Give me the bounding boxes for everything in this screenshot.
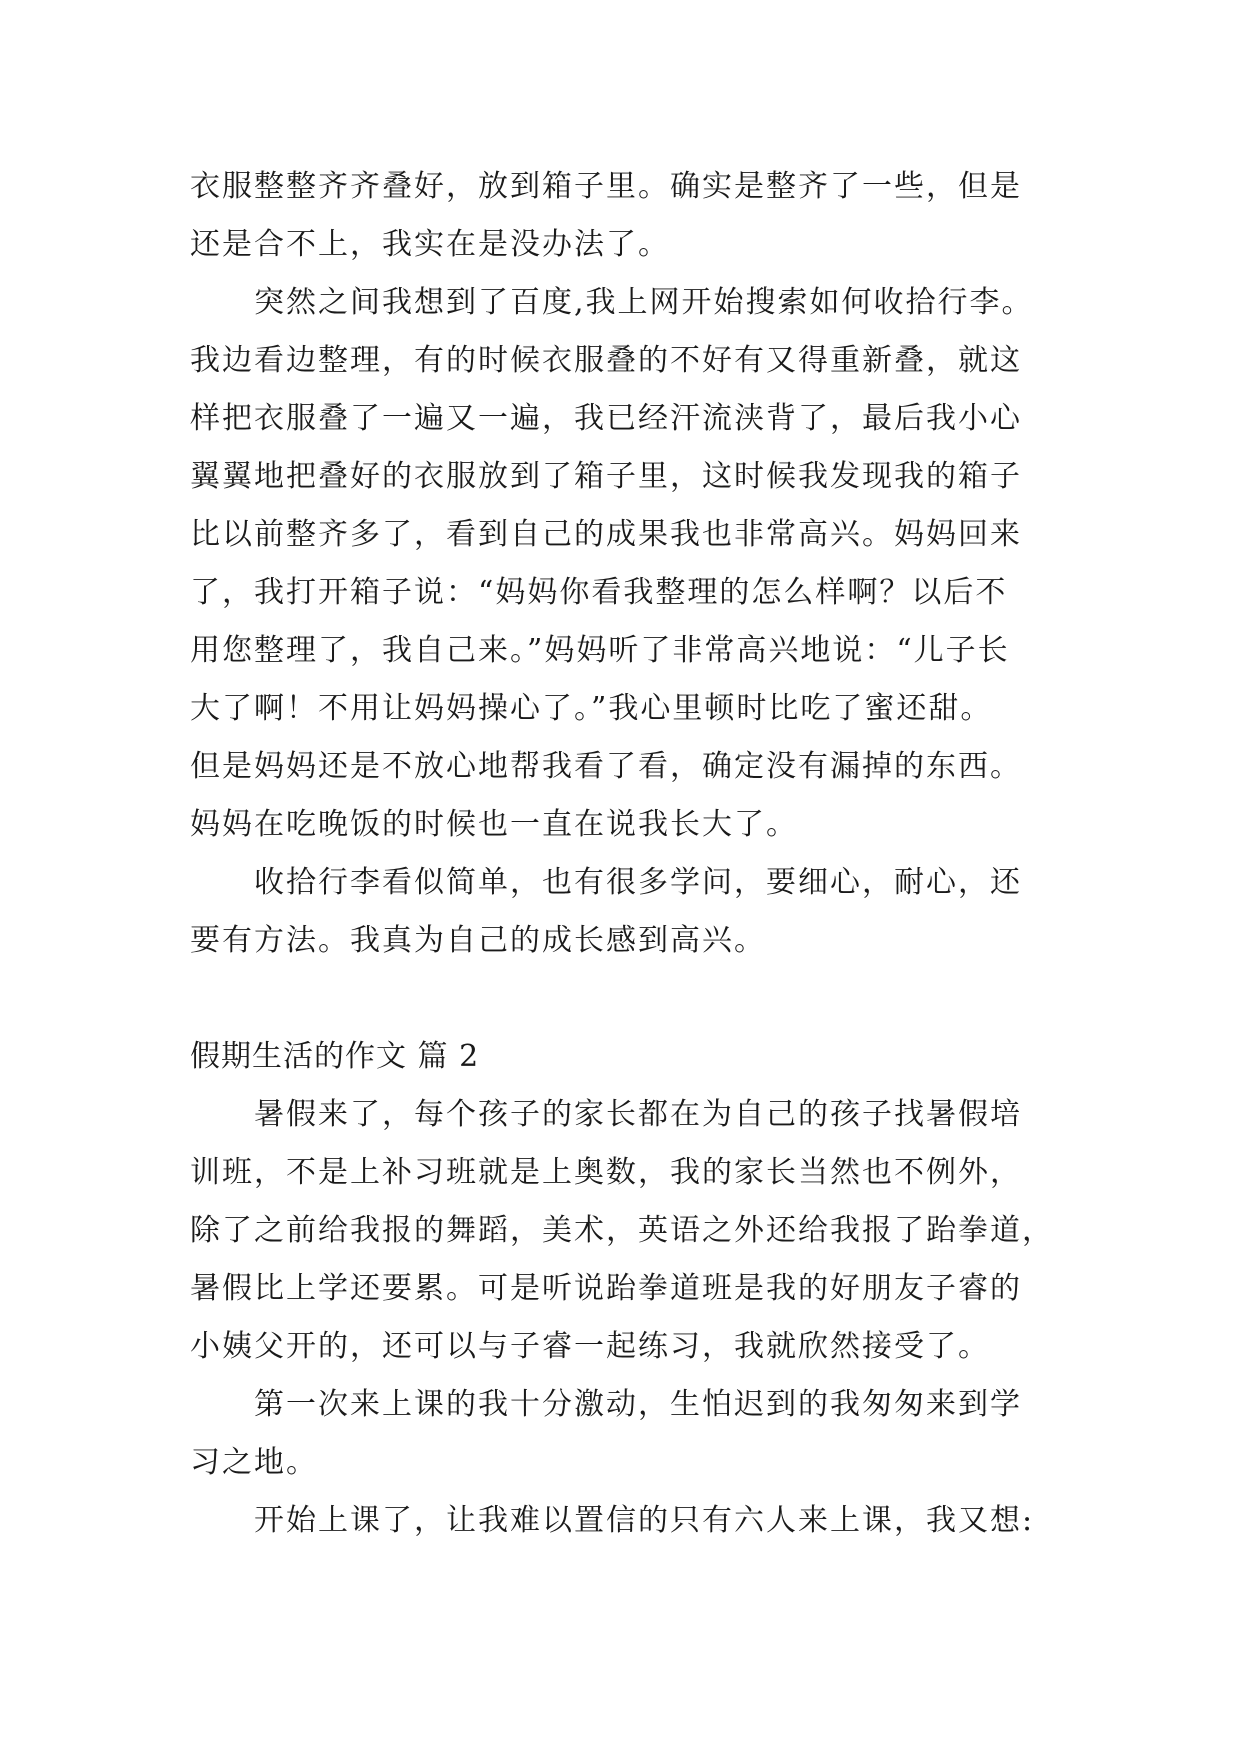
section-heading: 假期生活的作文 篇 2 bbox=[190, 1039, 480, 1074]
text-line: 但是妈妈还是不放心地帮我看了看，确定没有漏掉的东西。 bbox=[190, 749, 1022, 784]
text-line: 比以前整齐多了，看到自己的成果我也非常高兴。妈妈回来 bbox=[190, 517, 1022, 552]
text-line: 衣服整整齐齐叠好，放到箱子里。确实是整齐了一些，但是 bbox=[190, 169, 1022, 204]
text-line: 翼翼地把叠好的衣服放到了箱子里，这时候我发现我的箱子 bbox=[190, 459, 1022, 494]
text-line: 用您整理了，我自己来。”妈妈听了非常高兴地说：“儿子长 bbox=[190, 633, 1010, 668]
text-line: 妈妈在吃晚饭的时候也一直在说我长大了。 bbox=[190, 807, 798, 842]
paragraph-first-line: 第一次来上课的我十分激动，生怕迟到的我匆匆来到学 bbox=[254, 1387, 1022, 1422]
paragraph-first-line: 开始上课了，让我难以置信的只有六人来上课，我又想: bbox=[254, 1503, 1035, 1538]
paragraph-first-line: 暑假来了，每个孩子的家长都在为自己的孩子找暑假培 bbox=[254, 1097, 1022, 1132]
paragraph-first-line: 突然之间我想到了百度,我上网开始搜索如何收拾行李。 bbox=[254, 285, 1034, 320]
text-line: 了，我打开箱子说：“妈妈你看我整理的怎么样啊？以后不 bbox=[190, 575, 1008, 610]
text-line: 样把衣服叠了一遍又一遍，我已经汗流浃背了，最后我小心 bbox=[190, 401, 1022, 436]
paragraph-first-line: 收拾行李看似简单，也有很多学问，要细心，耐心，还 bbox=[254, 865, 1022, 900]
text-line: 要有方法。我真为自己的成长感到高兴。 bbox=[190, 923, 766, 958]
text-line: 暑假比上学还要累。可是听说跆拳道班是我的好朋友子睿的 bbox=[190, 1271, 1022, 1306]
text-line: 大了啊！不用让妈妈操心了。”我心里顿时比吃了蜜还甜。 bbox=[190, 691, 993, 726]
text-line: 小姨父开的，还可以与子睿一起练习，我就欣然接受了。 bbox=[190, 1329, 990, 1364]
text-line: 我边看边整理，有的时候衣服叠的不好有又得重新叠，就这 bbox=[190, 343, 1022, 378]
text-line: 训班，不是上补习班就是上奥数，我的家长当然也不例外， bbox=[190, 1155, 1022, 1190]
text-line: 除了之前给我报的舞蹈，美术，英语之外还给我报了跆拳道， bbox=[190, 1213, 1054, 1248]
text-line: 习之地。 bbox=[190, 1445, 318, 1480]
text-line: 还是合不上，我实在是没办法了。 bbox=[190, 227, 670, 262]
